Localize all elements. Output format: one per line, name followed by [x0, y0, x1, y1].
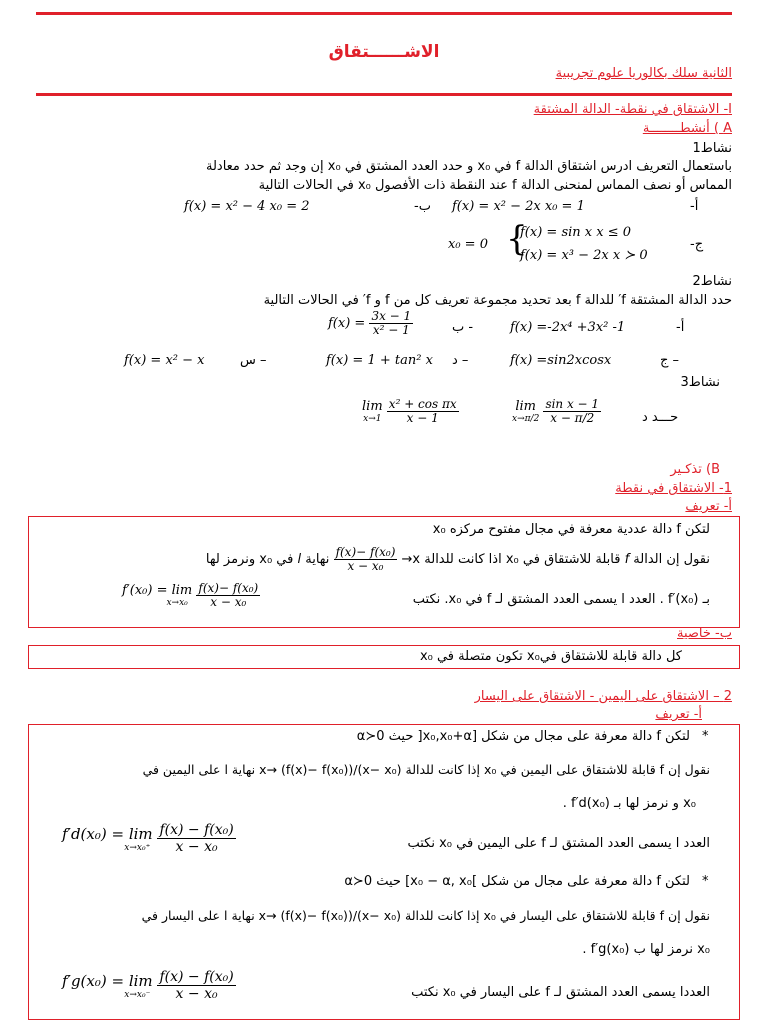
left-formula-denominator: x − x₀ — [175, 986, 218, 1002]
activity2-s-mark: س – — [240, 353, 267, 368]
definition-formula — [122, 582, 260, 609]
activity2-text: حدد الدالة المشتقة f′ للدالة f بعد تحديد مجموعة تعريف كل من f و f′ في الحالات التالية — [263, 293, 732, 308]
left-line4: العددl يسمى العدد المشتق لـ f على اليسار في x₀ نكتب — [411, 985, 710, 1000]
activity3-label: نشاط3 — [680, 375, 720, 390]
activity2-c-mark: ج – — [660, 353, 680, 368]
header-rule — [36, 93, 732, 96]
activity2-b-lhs: f(x) = — [328, 316, 366, 331]
limit-2-numerator: x² + cos πx — [388, 397, 457, 411]
definition-line3: بـ f′(x₀) . العدد l يسمى العدد المشتق لـ f في x₀. نكتب — [412, 592, 710, 607]
piecewise-brace: { — [506, 219, 528, 259]
right-line4: العدد l يسمى العدد المشتق لـ f على اليمين في x₀ نكتب — [407, 836, 710, 851]
left-line2: نقول إن f قابلة للاشتقاق على اليسار في x₀ إذا كانت للدالة x→ (f(x)− f(x₀))/(x− x₀) نهاية l على اليسار في — [141, 908, 710, 923]
activity2-a-function: f(x) =-2x⁴ +3x² -1 — [510, 320, 626, 335]
definition-formula-denominator: x − x₀ — [210, 595, 247, 609]
definition-rate-fraction — [334, 546, 398, 573]
limit-1-lim: lim — [515, 399, 536, 414]
left-formula — [62, 969, 236, 1002]
left-formula-numerator: f(x) − f(x₀) — [159, 969, 234, 985]
limit-2-denominator: x − 1 — [406, 411, 439, 425]
right-formula-fraction — [157, 822, 235, 855]
activity2-d-mark: د – — [452, 353, 469, 368]
activity1-c-case1: f(x) = sin x x ≤ 0 — [520, 225, 632, 240]
right-formula-numerator: f(x) − f(x₀) — [159, 822, 234, 838]
definition-formula-lhs: f′(x₀) = lim — [122, 583, 193, 598]
activity2-b-numerator: 3x − 1 — [371, 309, 412, 323]
definition-line1: لتكن f دالة عددية معرفة في مجال مفتوح مركزه x₀ — [432, 522, 710, 537]
definition-line2-tail: نهاية l في x₀ ونرمز لها — [205, 552, 330, 567]
limit-2-lim: lim — [362, 399, 383, 414]
definition-formula-sub: x→x₀ — [166, 598, 188, 608]
activity2-a-mark: -أ — [676, 320, 685, 335]
definition-formula-fraction — [196, 582, 260, 609]
activity2-b-function — [328, 310, 413, 337]
left-formula-sub: x→x₀⁻ — [124, 989, 151, 1000]
reminder-heading: B) تذكـير — [670, 462, 720, 477]
top-rule — [36, 12, 732, 15]
activity1-text-line1: باستعمال التعريف ادرس اشتقاق الدالة f في x₀ و حدد العدد المشتق في x₀ إن وجد ثم حدد معادلة — [205, 159, 732, 174]
derivative-at-point-heading: 1- الاشتقاق في نقطة — [615, 481, 732, 496]
limit-1-sub: x→π/2 — [512, 414, 540, 424]
activity1-a-function: f(x) = x² − 2x x₀ = 1 — [452, 199, 585, 214]
limit-1-denominator: x − π/2 — [550, 411, 595, 425]
definition-label: أ- تعريف — [685, 499, 732, 514]
page-subtitle: الثانية سلك بكالوريا علوم تجريبية — [555, 66, 732, 81]
section2-heading: 2 – الاشتقاق على اليمين - الاشتقاق على اليسار — [474, 689, 732, 704]
limit-2 — [362, 398, 459, 425]
section2-definition-label: أ- تعريف — [655, 707, 702, 722]
left-formula-lhs: f′g(x₀) = lim — [62, 971, 153, 990]
activity2-b-fraction — [369, 310, 413, 337]
activity1-label: نشاط1 — [692, 141, 732, 156]
property-text: كل دالة قابلة للاشتقاق فيx₀ تكون متصلة في x₀ — [419, 649, 682, 664]
definition-rate-numerator: f(x)− f(x₀) — [335, 545, 396, 559]
activity1-text-line2: المماس أو نصف المماس لمنحنى الدالة f عند النقطة ذات الأفصول x₀ في الحالات التالية — [258, 178, 732, 193]
activity1-a-mark: -أ — [690, 199, 699, 214]
limit-1-numerator: sin x − 1 — [545, 397, 600, 411]
activity2-d-function: f(x) = 1 + tan² x — [326, 353, 433, 368]
activity1-c-mark: -ج — [690, 237, 704, 252]
right-line2: نقول إن f قابلة للاشتقاق على اليمين في x₀ إذا كانت للدالة x→ (f(x)− f(x₀))/(x− x₀) نهاية l على اليمين في — [142, 762, 710, 777]
activity2-b-denominator: x² − 1 — [372, 323, 410, 337]
left-line1: لتكن f دالة معرفة على مجال من شكل ]x₀ − α, x₀] حيث α≻0 — [344, 874, 690, 889]
activity1-c-point: x₀ = 0 — [448, 237, 488, 252]
limit-2-sub: x→1 — [363, 414, 382, 424]
definition-line2 — [206, 546, 710, 573]
definition-rate-denominator: x − x₀ — [347, 559, 384, 573]
activity3-mark: حـــد د — [642, 410, 679, 425]
left-star: * — [702, 874, 709, 889]
activity2-label: نشاط2 — [692, 274, 732, 289]
limit-2-fraction — [387, 398, 459, 425]
property-label: ب- خاصية — [677, 626, 732, 641]
activity1-b-function: f(x) = x² − 4 x₀ = 2 — [184, 199, 310, 214]
left-line3: x₀ نرمز لها ب f′g(x₀) . — [582, 942, 710, 957]
activity1-c-case2: f(x) = x³ − 2x x ≻ 0 — [520, 248, 648, 263]
definition-line2-text: نقول إن الدالة f قابلة للاشتقاق في x₀ اذا كانت للدالة x→ — [397, 552, 710, 567]
activity2-s-function: f(x) = x² − x — [124, 353, 205, 368]
activity1-b-mark: -ب — [414, 199, 431, 214]
page-title: الاشــــــتقاق — [328, 42, 440, 62]
right-formula-sub: x→x₀⁺ — [124, 842, 151, 853]
right-formula — [62, 822, 236, 855]
right-formula-denominator: x − x₀ — [175, 839, 218, 855]
right-star: * — [702, 729, 709, 744]
activity2-c-function: f(x) =sin2xcosx — [510, 353, 612, 368]
right-formula-lhs: f′d(x₀) = lim — [62, 824, 153, 843]
limit-1 — [512, 398, 601, 425]
limit-1-fraction — [543, 398, 601, 425]
right-line1: لتكن f دالة معرفة على مجال من شكل [x₀,x₀+α[ حيث α≻0 — [356, 729, 690, 744]
definition-formula-numerator: f(x)− f(x₀) — [198, 581, 259, 595]
activities-heading: A ) أنشطــــــــة — [642, 121, 732, 136]
activity2-b-mark: ب - — [452, 320, 474, 335]
section-heading: I- الاشتقاق في نقطة- الدالة المشتقة — [533, 102, 732, 117]
left-formula-fraction — [157, 969, 235, 1002]
right-line3: x₀ و نرمز لها بـ f′d(x₀) . — [562, 796, 696, 811]
